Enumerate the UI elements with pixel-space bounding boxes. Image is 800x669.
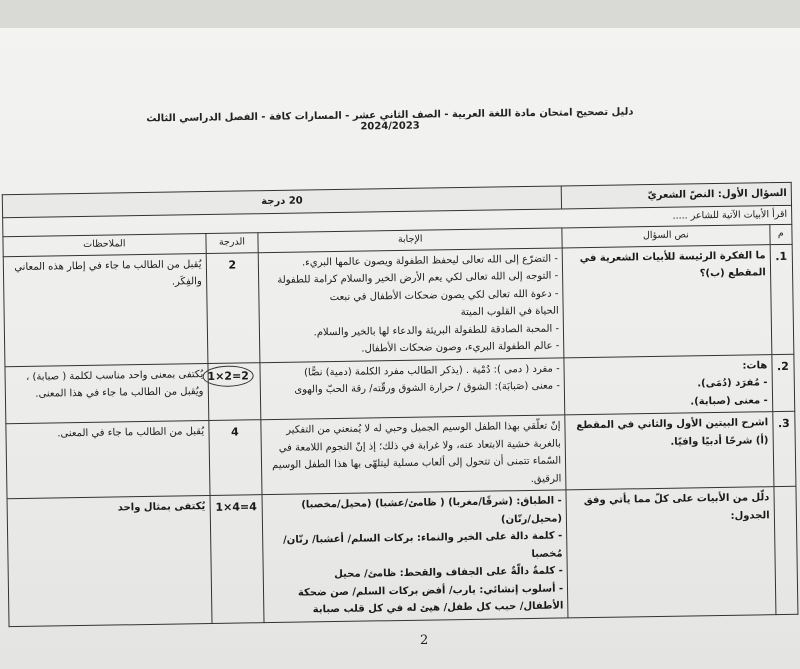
col-header-question: نص السؤال	[562, 225, 770, 248]
question-text: دلّل من الأبيات على كلّ مما يأتي وفق الجدول:	[566, 487, 776, 618]
answer-line: - التضرّع إلى الله تعالى ليحفظ الطفولة ويصون عالمها البريء.	[263, 250, 558, 272]
question-text: ما الفكرة الرئيسة للأبيات الشعرية في المقطع (ب)؟	[562, 244, 771, 357]
section-instruction: اقرأ الأبيات الآتية للشاعر .....	[3, 205, 792, 237]
grade-cell: 4	[208, 420, 262, 496]
row-number: 2.	[772, 354, 795, 412]
col-header-grade: الدرجة	[205, 233, 258, 253]
answer-cell	[258, 248, 564, 363]
row-number: 3.	[772, 412, 795, 487]
notes-cell: يُقبل من الطالب ما جاء في المعنى.	[6, 421, 210, 499]
answer-line: - التوجه إلى الله تعالى لكي يعم الأرض الخير والسلام كرامة للطفولة	[263, 268, 558, 290]
question-item: - معنى (صبابة).	[690, 394, 768, 408]
row-number: 1.	[770, 244, 794, 354]
answer-line: - مفرد ( دمى ): دُمْية . (يذكر الطالب مفرد الكلمة (دمية) نصًّا)	[265, 360, 560, 382]
answer-cell	[260, 358, 565, 420]
answer-cell	[262, 490, 568, 622]
grade-cell: 4=4×1	[210, 495, 265, 623]
col-header-m: م	[770, 224, 793, 244]
section-title: السؤال الأول: النصّ الشعريّ	[561, 182, 791, 208]
answer-line: - المحبة الصادقة للطفولة البريئة والدعاء لها بالخير والسلام.	[264, 320, 559, 342]
col-header-notes: الملاحظات	[3, 234, 206, 257]
answer-line: - دعوة الله تعالى لكي يصون ضحكات الأطفال في نبعت	[264, 285, 559, 307]
answer-line: - كلمة دالة على الخير والنماء: بركات السلم/ أعشبا/ رنّان/ مُخصبا	[267, 528, 562, 568]
grade-cell: 2	[206, 252, 260, 363]
answer-line: - أسلوب إنشائي: يارب/ أفض بركات السلم/ صن ضحكة الأطفال/ حبب كل طفل/ هيئ له في كل قلب صبابة	[268, 580, 563, 620]
table-row	[3, 244, 794, 366]
grade-circled: 2=2×1	[202, 365, 254, 387]
row-number	[774, 487, 798, 615]
grade-cell	[208, 362, 262, 420]
answer-line: - كلمةٌ دالّةٌ على الجفاف والقحط: ظامئ/ محيل	[268, 563, 563, 585]
table-row	[6, 412, 796, 499]
question-item: - مُفرَد (دُمَى).	[697, 377, 768, 390]
answer-key-table	[2, 182, 798, 614]
section-marks: 20 درجة	[2, 186, 561, 217]
answer-line: - معنى (صَبابَة): الشوق / حرارة الشوق ورقّته/ رقة الحبّ والهوى	[265, 378, 560, 400]
document-title: دليل تصحيح امتحان مادة اللغة العربية - الصف الثاني عشر - المسارات كافة - الفصل الدراسي الثالث 2024/2023	[146, 106, 634, 133]
notes-cell: يُقبل من الطالب ما جاء في إطار هذه المعاني والفِكَر.	[3, 253, 207, 366]
question-cell	[564, 354, 773, 415]
question-text: هات:	[742, 359, 768, 372]
notes-cell: يُكتفى بمعنى واحد مناسب لكلمة ( صبابة) ، ويُقبل من الطالب ما جاء في هذا المعنى.	[5, 363, 208, 424]
question-text: اشرح البيتين الأول والثاني في المقطع (أ) شرحًا أدبيًا وافيًا.	[565, 412, 774, 490]
paper-sheet	[0, 28, 800, 669]
page-number: 2	[420, 633, 429, 648]
notes-cell: يُكتفى بمثال واحد	[7, 496, 212, 627]
answer-paragraph: إنّ تعلّقي بهذا الطفل الوسيم الجميل وحبي له لا يُمنعني من التفكير بالغربة خشية الابتعاد عنه، ولا غرابة في ذلك؛ إذ إنّ النجوم اللامعة في السّماء تتمنى أن تتحول إلى ألعاب مسلية ليتلهّى بها هذا الطفل الوسيم الرقيق.	[272, 420, 562, 485]
answer-cell	[261, 415, 566, 495]
col-header-answer: الإجابة	[258, 228, 562, 252]
answer-line: الحياة في القلوب الميتة	[460, 305, 559, 319]
table-row	[7, 487, 798, 627]
answer-line: - الطباق: (شرقًا/مغربا) ( ظامئ/عشبا) (محيل/مخصبا) (محيل/رنّان)	[267, 493, 562, 533]
answer-line: - عالم الطفولة البريء، وصون ضحكات الأطفال.	[264, 338, 559, 360]
